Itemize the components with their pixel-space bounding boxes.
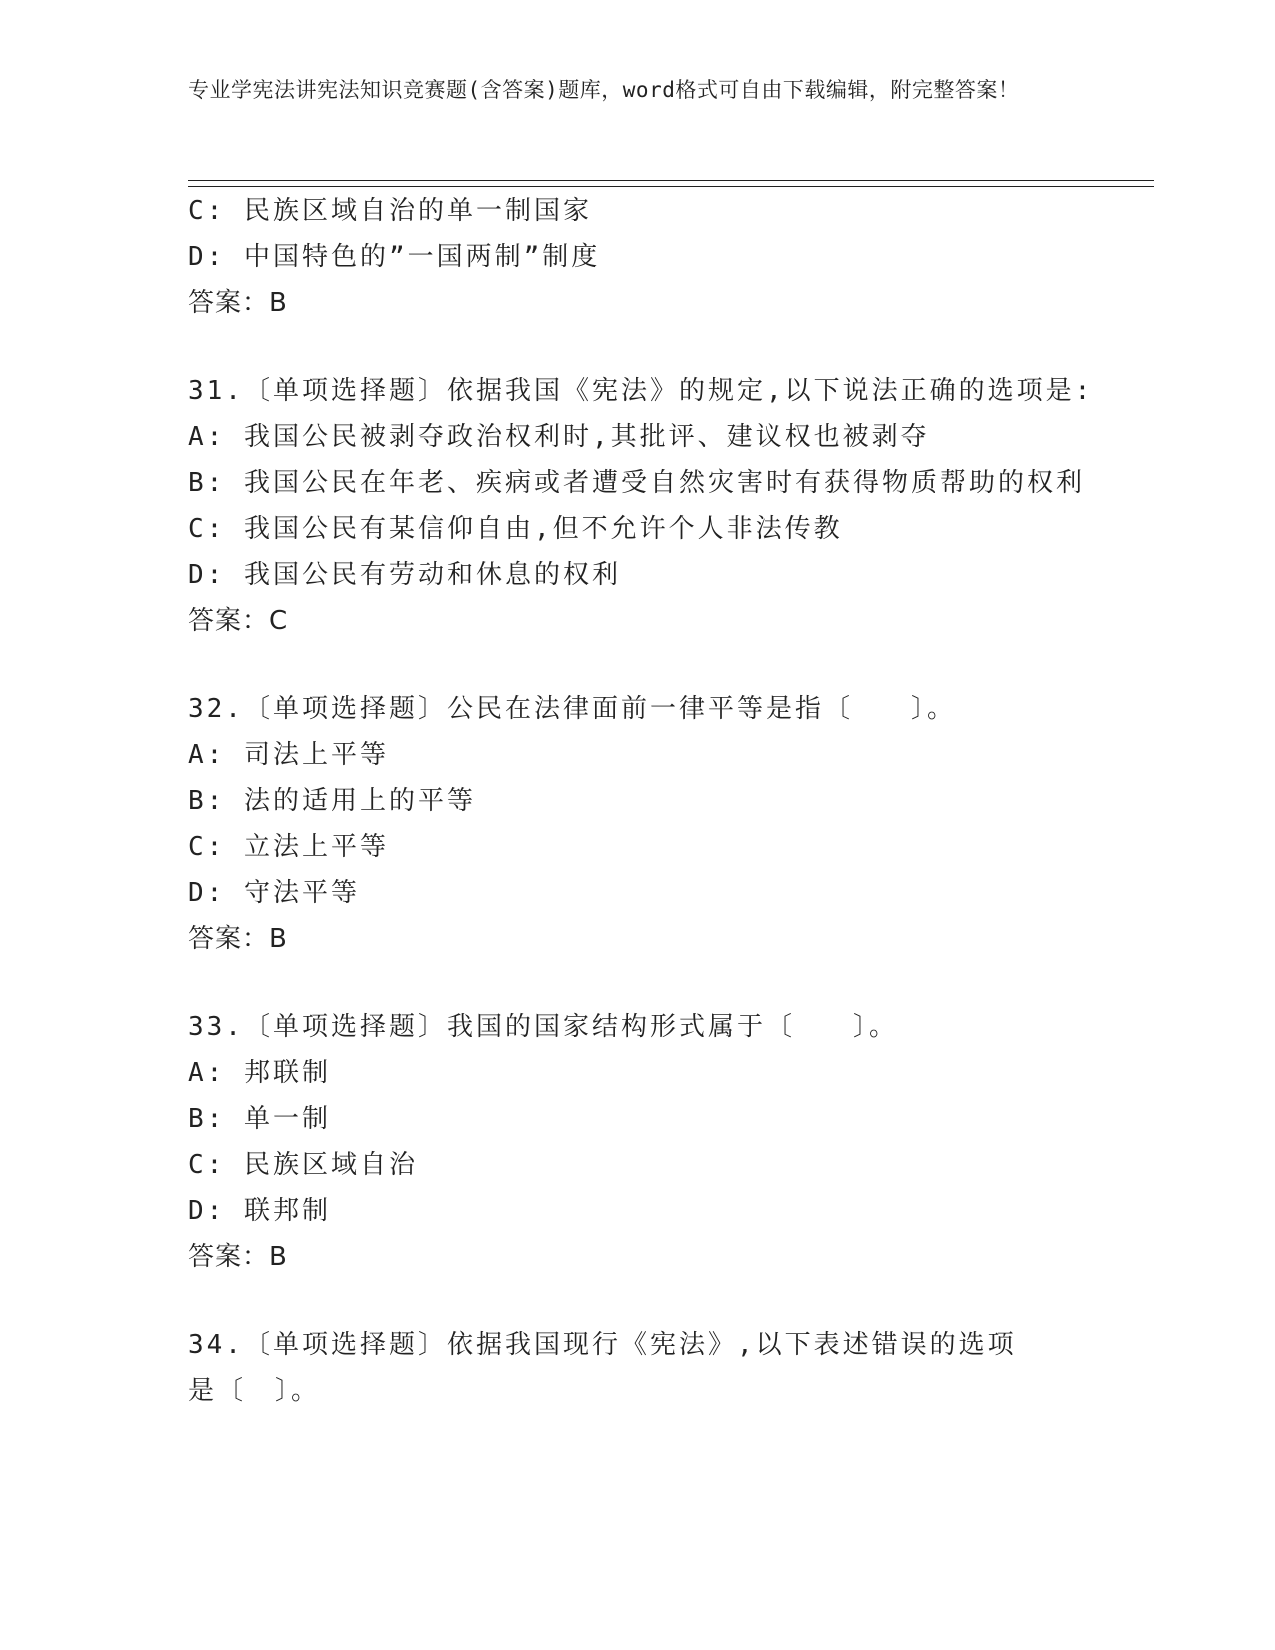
question-list (188, 188, 1148, 1414)
option-a: A: 我国公民被剥夺政治权利时,其批评、建议权也被剥夺 (188, 422, 930, 452)
question-stem: 33.〔单项选择题〕我国的国家结构形式属于〔 〕。 (188, 1012, 898, 1042)
option-c: C: 民族区域自治 (188, 1150, 418, 1180)
option-b: B: 法的适用上的平等 (188, 786, 476, 816)
question-block-33 (188, 1004, 1148, 1280)
option-d: D: 联邦制 (188, 1196, 331, 1226)
question-block-32 (188, 686, 1148, 962)
question-block-34 (188, 1322, 1148, 1414)
header-divider-top (188, 180, 1154, 181)
option-c: C: 我国公民有某信仰自由,但不允许个人非法传教 (188, 514, 843, 544)
question-block-30 (188, 188, 1148, 326)
option-d: D: 中国特色的”一国两制”制度 (188, 242, 601, 272)
answer-label: 答案：B (188, 1242, 288, 1272)
option-d: D: 我国公民有劳动和休息的权利 (188, 560, 621, 590)
document-header: 专业学宪法讲宪法知识竞赛题(含答案)题库，word格式可自由下载编辑，附完整答案！ (188, 78, 1020, 102)
answer-label: 答案：C (188, 606, 289, 636)
header-divider-bottom (188, 186, 1154, 187)
option-c: C: 民族区域自治的单一制国家 (188, 196, 592, 226)
answer-label: 答案：B (188, 924, 288, 954)
question-block-31 (188, 368, 1148, 644)
option-a: A: 司法上平等 (188, 740, 389, 770)
option-c: C: 立法上平等 (188, 832, 389, 862)
option-b: B: 我国公民在年老、疾病或者遭受自然灾害时有获得物质帮助的权利 (188, 468, 1085, 498)
option-a: A: 邦联制 (188, 1058, 331, 1088)
question-stem: 34.〔单项选择题〕依据我国现行《宪法》,以下表述错误的选项是〔 〕。 (188, 1330, 1017, 1406)
answer-label: 答案：B (188, 288, 288, 318)
option-b: B: 单一制 (188, 1104, 331, 1134)
question-stem: 31.〔单项选择题〕依据我国《宪法》的规定,以下说法正确的选项是: (188, 376, 1094, 406)
question-stem: 32.〔单项选择题〕公民在法律面前一律平等是指〔 〕。 (188, 694, 956, 724)
option-d: D: 守法平等 (188, 878, 360, 908)
